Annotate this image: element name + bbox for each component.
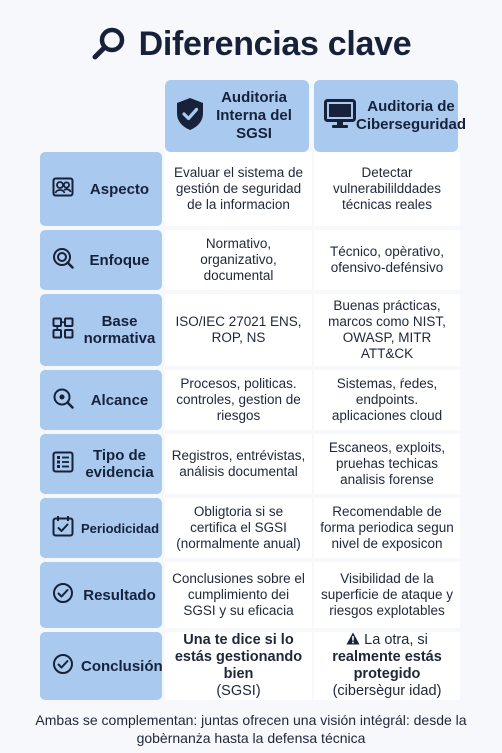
cell-internal-audit: Procesos, politicas. controles, gestion de riesgos bbox=[165, 370, 312, 430]
table-row-conclusion bbox=[40, 632, 460, 700]
row-label: Base normativa bbox=[83, 313, 156, 347]
row-header bbox=[40, 632, 162, 700]
check-circle-icon bbox=[52, 653, 74, 680]
cell-internal-audit: Conclusiones sobre el cumplimiento dei SGSI y su eficacia bbox=[165, 562, 312, 628]
conclusion-a-rest: (SGSI) bbox=[216, 683, 261, 699]
conclusion-b-rest: (cibersègur idad) bbox=[332, 683, 442, 699]
row-label: Alcance bbox=[90, 391, 149, 409]
search-icon bbox=[91, 26, 127, 62]
monitor-icon bbox=[324, 99, 356, 134]
cell-internal-audit: Normativo, organizativo, documental bbox=[165, 230, 312, 290]
title-text: Diferencias clave bbox=[138, 24, 412, 63]
users-icon bbox=[52, 177, 74, 202]
cell-internal-audit: Registros, entrévistas, análisis documental bbox=[165, 434, 312, 494]
row-label: Tipo de evidencia bbox=[85, 447, 154, 481]
target-icon bbox=[52, 247, 74, 274]
row-label: Periodicidad bbox=[81, 520, 160, 536]
checklist-icon bbox=[52, 451, 74, 478]
cell-cyber-audit: Buenas prácticas, marcos como NIST, OWASP, MITR ATT&CK bbox=[314, 294, 460, 366]
column-header-internal-audit bbox=[165, 80, 309, 152]
conclusion-b-strong: realmente estás protegido bbox=[332, 649, 442, 682]
row-header bbox=[40, 152, 162, 226]
shield-icon bbox=[175, 97, 205, 136]
table-row bbox=[40, 370, 460, 430]
check-circle-icon bbox=[52, 582, 74, 609]
cell-internal-audit: Obligtoria si se certifica el SGSI (normalmente anual) bbox=[165, 498, 312, 558]
conclusion-b-lead: La otra, si bbox=[364, 632, 428, 648]
row-label: Aspecto bbox=[89, 180, 150, 198]
cell-cyber-audit: Escaneos, exploits, pruehas techicas analisis forense bbox=[314, 434, 460, 494]
row-label: Resultado bbox=[83, 586, 156, 604]
conclusion-a-strong: Una te dice si lo estás gestionando bien bbox=[174, 632, 303, 682]
row-header bbox=[40, 370, 162, 430]
row-header bbox=[40, 294, 162, 366]
cell-internal-audit bbox=[165, 632, 312, 700]
table-row bbox=[40, 152, 460, 226]
cell-cyber-audit: Recomendable de forma periodica segun nivel de exposicon bbox=[314, 498, 460, 558]
row-label: Conclusión bbox=[81, 657, 163, 675]
table-row bbox=[40, 562, 460, 628]
warning-icon bbox=[346, 632, 364, 648]
cell-cyber-audit: Detectar vulnerabililddades técnicas reales bbox=[314, 152, 460, 226]
column-header-cyber-audit bbox=[314, 80, 467, 152]
page-title bbox=[0, 18, 502, 70]
row-header bbox=[40, 434, 162, 494]
calendar-check-icon bbox=[52, 515, 74, 542]
cell-internal-audit: Evaluar el sistema de gestión de seguridad de la informacion bbox=[165, 152, 312, 226]
cell-cyber-audit: Técnico, opèrativo, ofensivo-defénsivo bbox=[314, 230, 460, 290]
cell-cyber-audit: Sistemas, ŕedes, endpoints. aplicaciones cloud bbox=[314, 370, 460, 430]
footer-note: Ambas se complementan: juntas ofrecen una visión intégrál: desde la gobèrnanża hasta la defensa técnica bbox=[35, 712, 467, 746]
cell-internal-audit: ISO/IEC 27021 ENS, ROP, NS bbox=[165, 294, 312, 366]
row-header bbox=[40, 230, 162, 290]
table-row bbox=[40, 434, 460, 494]
row-header bbox=[40, 562, 162, 628]
scope-icon bbox=[52, 387, 74, 414]
row-header bbox=[40, 498, 162, 558]
table-row bbox=[40, 294, 460, 366]
table-row bbox=[40, 230, 460, 290]
table-row bbox=[40, 498, 460, 558]
column-header-label: Auditoria de Ciberseguridad bbox=[356, 98, 467, 133]
cell-cyber-audit: Visibilidad de la superficie de ataque y riesgos explotables bbox=[314, 562, 460, 628]
row-label: Enfoque bbox=[89, 251, 150, 269]
cell-cyber-audit bbox=[314, 632, 460, 700]
grid-icon bbox=[52, 317, 74, 344]
column-header-label: Auditoria Interna del SGSI bbox=[216, 89, 292, 142]
